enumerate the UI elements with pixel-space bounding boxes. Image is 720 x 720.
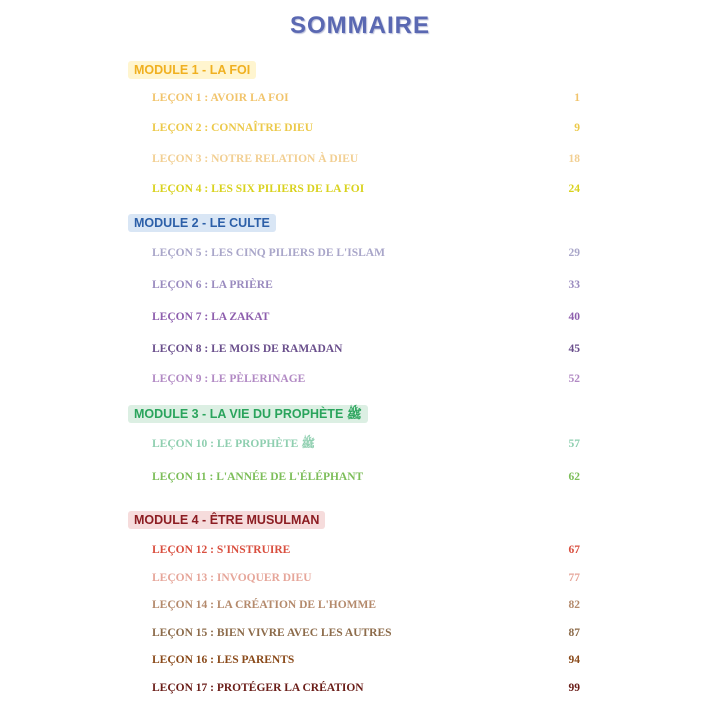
page-number: 9 xyxy=(574,122,580,134)
module-3-heading[interactable]: MODULE 3 - LA VIE DU PROPHÈTE ﷺ xyxy=(128,405,368,423)
toc-entry-lesson-17[interactable] xyxy=(152,680,580,696)
toc-entry-lesson-6[interactable] xyxy=(152,277,580,293)
page-number: 87 xyxy=(568,627,580,639)
lesson-label: LEÇON 13 : INVOQUER DIEU xyxy=(152,572,312,584)
page-number: 82 xyxy=(568,599,580,611)
toc-entry-lesson-11[interactable] xyxy=(152,469,580,485)
toc-entry-lesson-2[interactable] xyxy=(152,120,580,136)
page-number: 67 xyxy=(568,544,580,556)
module-4-heading[interactable]: MODULE 4 - ÊTRE MUSULMAN xyxy=(128,511,325,529)
page-number: 57 xyxy=(568,438,580,450)
lesson-label: LEÇON 1 : AVOIR LA FOI xyxy=(152,92,289,104)
module-1-heading[interactable]: MODULE 1 - LA FOI xyxy=(128,61,256,79)
lesson-label: LEÇON 15 : BIEN VIVRE AVEC LES AUTRES xyxy=(152,627,392,639)
page-number: 45 xyxy=(568,343,580,355)
toc-entry-lesson-15[interactable] xyxy=(152,625,580,641)
page-number: 29 xyxy=(568,247,580,259)
toc-entry-lesson-1[interactable] xyxy=(152,90,580,106)
lesson-label: LEÇON 8 : LE MOIS DE RAMADAN xyxy=(152,343,343,355)
toc-entry-lesson-13[interactable] xyxy=(152,570,580,586)
lesson-label: LEÇON 10 : LE PROPHÈTE ﷺ xyxy=(152,438,316,450)
module-2-heading[interactable]: MODULE 2 - LE CULTE xyxy=(128,214,276,232)
lesson-label: LEÇON 5 : LES CINQ PILIERS DE L'ISLAM xyxy=(152,247,385,259)
toc-entry-lesson-8[interactable] xyxy=(152,341,580,357)
page-number: 77 xyxy=(568,572,580,584)
page-title: SOMMAIRE xyxy=(290,12,430,39)
lesson-label: LEÇON 16 : LES PARENTS xyxy=(152,654,295,666)
toc-entry-lesson-14[interactable] xyxy=(152,597,580,613)
lesson-label: LEÇON 4 : LES SIX PILIERS DE LA FOI xyxy=(152,183,365,195)
lesson-label: LEÇON 12 : S'INSTRUIRE xyxy=(152,544,291,556)
toc-entry-lesson-3[interactable] xyxy=(152,151,580,167)
toc-entry-lesson-5[interactable] xyxy=(152,245,580,261)
toc-entry-lesson-9[interactable] xyxy=(152,371,580,387)
lesson-label: LEÇON 9 : LE PÈLERINAGE xyxy=(152,373,306,385)
page-number: 52 xyxy=(568,373,580,385)
toc-entry-lesson-16[interactable] xyxy=(152,652,580,668)
page-number: 40 xyxy=(568,311,580,323)
lesson-label: LEÇON 6 : LA PRIÈRE xyxy=(152,279,273,291)
lesson-label: LEÇON 14 : LA CRÉATION DE L'HOMME xyxy=(152,599,377,611)
lesson-label: LEÇON 17 : PROTÉGER LA CRÉATION xyxy=(152,682,364,694)
lesson-label: LEÇON 7 : LA ZAKAT xyxy=(152,311,270,323)
lesson-label: LEÇON 3 : NOTRE RELATION À DIEU xyxy=(152,153,359,165)
page-number: 94 xyxy=(568,654,580,666)
page-number: 33 xyxy=(568,279,580,291)
toc-entry-lesson-4[interactable] xyxy=(152,181,580,197)
toc-entry-lesson-7[interactable] xyxy=(152,309,580,325)
page-number: 99 xyxy=(568,682,580,694)
lesson-label: LEÇON 11 : L'ANNÉE DE L'ÉLÉPHANT xyxy=(152,471,364,483)
page-number: 24 xyxy=(568,183,580,195)
page-number: 62 xyxy=(568,471,580,483)
page-number: 18 xyxy=(568,153,580,165)
lesson-label: LEÇON 2 : CONNAÎTRE DIEU xyxy=(152,122,314,134)
page-number: 1 xyxy=(574,92,580,104)
toc-entry-lesson-12[interactable] xyxy=(152,542,580,558)
toc-entry-lesson-10[interactable] xyxy=(152,436,580,452)
